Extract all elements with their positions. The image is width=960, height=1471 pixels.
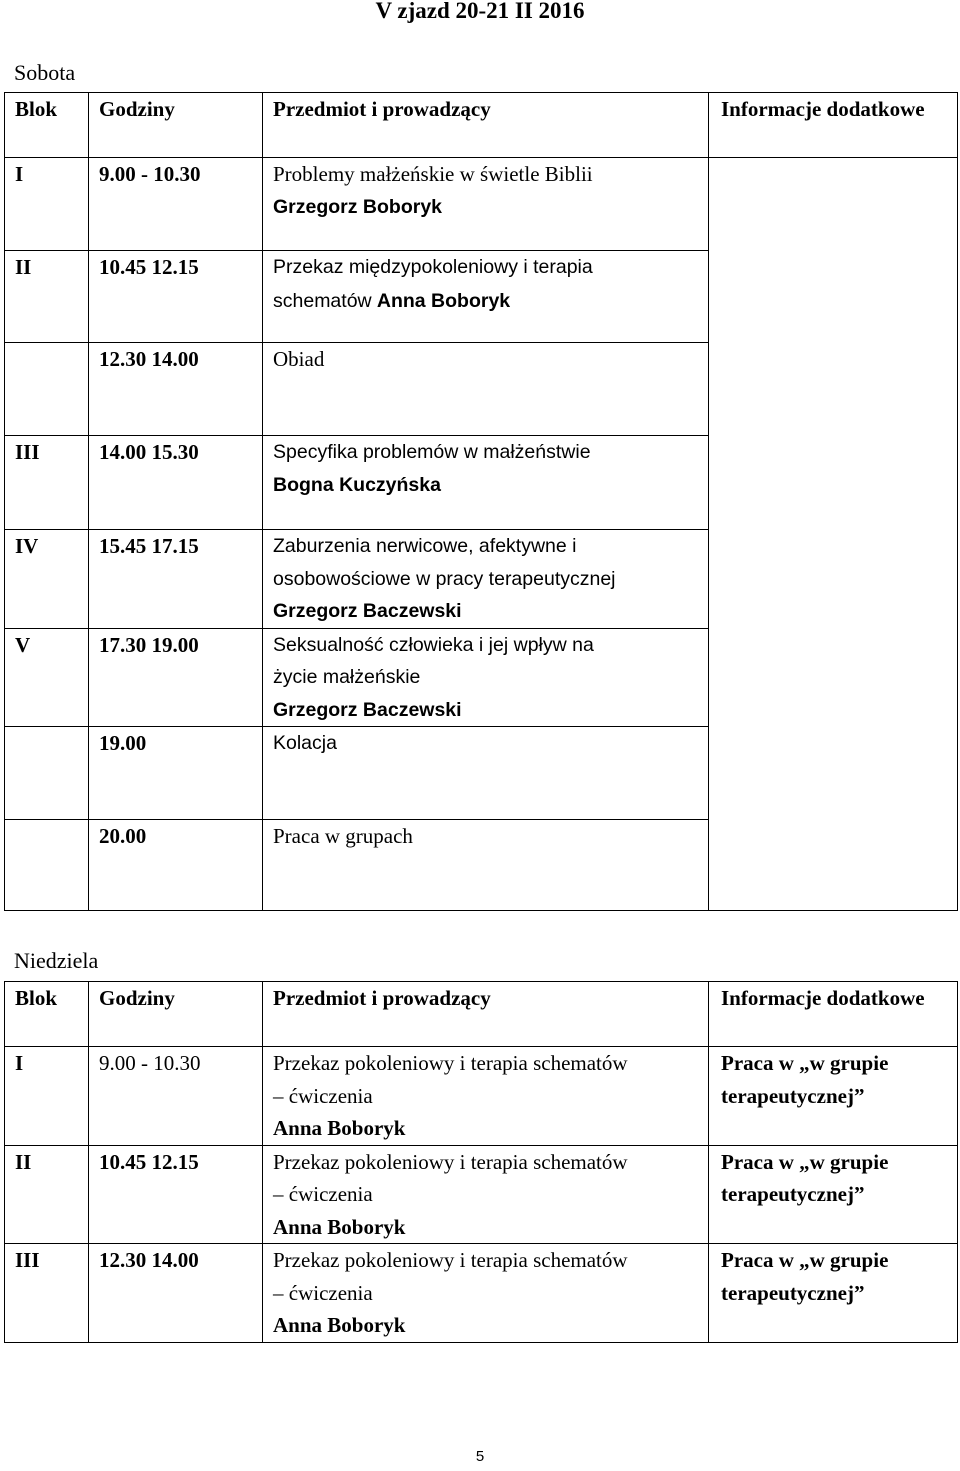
cell-info: Praca w „w grupie terapeutycznej”: [709, 1145, 958, 1244]
cell-subject: [263, 343, 709, 436]
cell-info: Praca w „w grupie terapeutycznej”: [709, 1047, 958, 1146]
subject-text-2: – ćwiczenia: [273, 1182, 373, 1206]
header-block: Blok: [5, 93, 89, 158]
cell-block: [5, 820, 89, 911]
subject-text: Kolacja: [273, 732, 337, 754]
subject-text: Przekaz pokoleniowy i terapia schematów: [273, 1149, 628, 1174]
cell-block: I: [5, 1047, 89, 1146]
subject-text: Problemy małżeńskie w świetle Biblii: [273, 162, 593, 186]
cell-hours: 17.30 19.00: [89, 628, 263, 727]
cell-hours: 20.00: [89, 820, 263, 911]
cell-hours: 12.30 14.00: [89, 1244, 263, 1343]
table-row: [5, 251, 958, 343]
cell-hours: 14.00 15.30: [89, 436, 263, 530]
subject-text-2: osobowościowe w pracy terapeutycznej: [273, 567, 616, 590]
lecturer: Anna Boboryk: [376, 289, 511, 312]
table-header-row: [5, 982, 958, 1047]
cell-hours: 15.45 17.15: [89, 530, 263, 629]
page-number: 5: [475, 1448, 485, 1465]
lecturer: Anna Boboryk: [273, 1116, 406, 1140]
cell-subject: [263, 530, 709, 629]
subject-text-2: – ćwiczenia: [273, 1280, 373, 1305]
header-info: Informacje dodatkowe: [709, 93, 958, 158]
sunday-label: Niedziela: [14, 948, 99, 973]
cell-info: [709, 820, 958, 911]
table-row: [5, 158, 958, 251]
page-title: V zjazd 20-21 II 2016: [375, 0, 585, 23]
cell-info: [709, 158, 958, 251]
cell-info: [709, 530, 958, 629]
cell-info: [709, 727, 958, 820]
header-subject: Przedmiot i prowadzący: [263, 93, 709, 158]
table-row: [5, 1244, 958, 1343]
cell-hours: 10.45 12.15: [89, 251, 263, 343]
subject-text: Przekaz międzypokoleniowy i terapia: [273, 256, 593, 278]
lecturer: Anna Boboryk: [273, 1214, 406, 1239]
cell-block: II: [5, 251, 89, 343]
lecturer: Bogna Kuczyńska: [273, 473, 441, 496]
cell-info: [709, 343, 958, 436]
cell-block: IV: [5, 530, 89, 629]
table-row: [5, 628, 958, 727]
table-row: [5, 343, 958, 436]
table-header-row: [5, 93, 958, 158]
cell-subject: [263, 436, 709, 530]
table-row: [5, 727, 958, 820]
table-row: [5, 1145, 958, 1244]
header-info: Informacje dodatkowe: [709, 982, 958, 1047]
subject-text: Specyfika problemów w małżeństwie: [273, 441, 591, 463]
cell-block: [5, 343, 89, 436]
header-hours: Godziny: [89, 93, 263, 158]
table-row: [5, 820, 958, 911]
subject-text: Przekaz pokoleniowy i terapia schematów: [273, 1248, 628, 1272]
table-row: [5, 436, 958, 530]
cell-info: [709, 628, 958, 727]
subject-text-2: – ćwiczenia: [273, 1083, 373, 1108]
lecturer: Grzegorz Baczewski: [273, 600, 462, 622]
cell-info: [709, 251, 958, 343]
cell-hours: 12.30 14.00: [89, 343, 263, 436]
subject-text: Praca w grupach: [273, 824, 413, 848]
cell-subject: [263, 1047, 709, 1146]
lecturer: Grzegorz Baczewski: [273, 698, 462, 721]
cell-block: I: [5, 158, 89, 251]
subject-line2: [273, 284, 708, 318]
cell-block: III: [5, 436, 89, 530]
subject-text: Zaburzenia nerwicowe, afektywne i: [273, 535, 577, 557]
header-hours: Godziny: [89, 982, 263, 1047]
cell-subject: [263, 158, 709, 251]
lecturer: Grzegorz Boboryk: [273, 195, 443, 218]
lecturer: Anna Boboryk: [273, 1313, 406, 1337]
cell-block: III: [5, 1244, 89, 1343]
cell-subject: [263, 1244, 709, 1343]
cell-hours: 19.00: [89, 727, 263, 820]
cell-subject: [263, 820, 709, 911]
sunday-table: [4, 981, 958, 1343]
cell-subject: [263, 251, 709, 343]
cell-info: [709, 436, 958, 530]
cell-hours: 9.00 - 10.30: [89, 1047, 263, 1146]
saturday-table: [4, 92, 958, 911]
subject-text: Seksualność człowieka i jej wpływ na: [273, 633, 594, 656]
cell-block: II: [5, 1145, 89, 1244]
cell-block: V: [5, 628, 89, 727]
subject-text-2: schematów: [273, 289, 372, 312]
subject-text: Przekaz pokoleniowy i terapia schematów: [273, 1051, 628, 1075]
table-row: [5, 530, 958, 629]
table-row: [5, 1047, 958, 1146]
subject-text: Obiad: [273, 347, 325, 371]
cell-subject: [263, 1145, 709, 1244]
cell-hours: 9.00 - 10.30: [89, 158, 263, 251]
cell-subject: [263, 727, 709, 820]
subject-text-2: życie małżeńskie: [273, 666, 421, 688]
saturday-label: Sobota: [14, 60, 76, 85]
cell-hours: 10.45 12.15: [89, 1145, 263, 1244]
cell-block: [5, 727, 89, 820]
header-subject: Przedmiot i prowadzący: [263, 982, 709, 1047]
cell-subject: [263, 628, 709, 727]
header-block: Blok: [5, 982, 89, 1047]
cell-info: Praca w „w grupie terapeutycznej”: [709, 1244, 958, 1343]
